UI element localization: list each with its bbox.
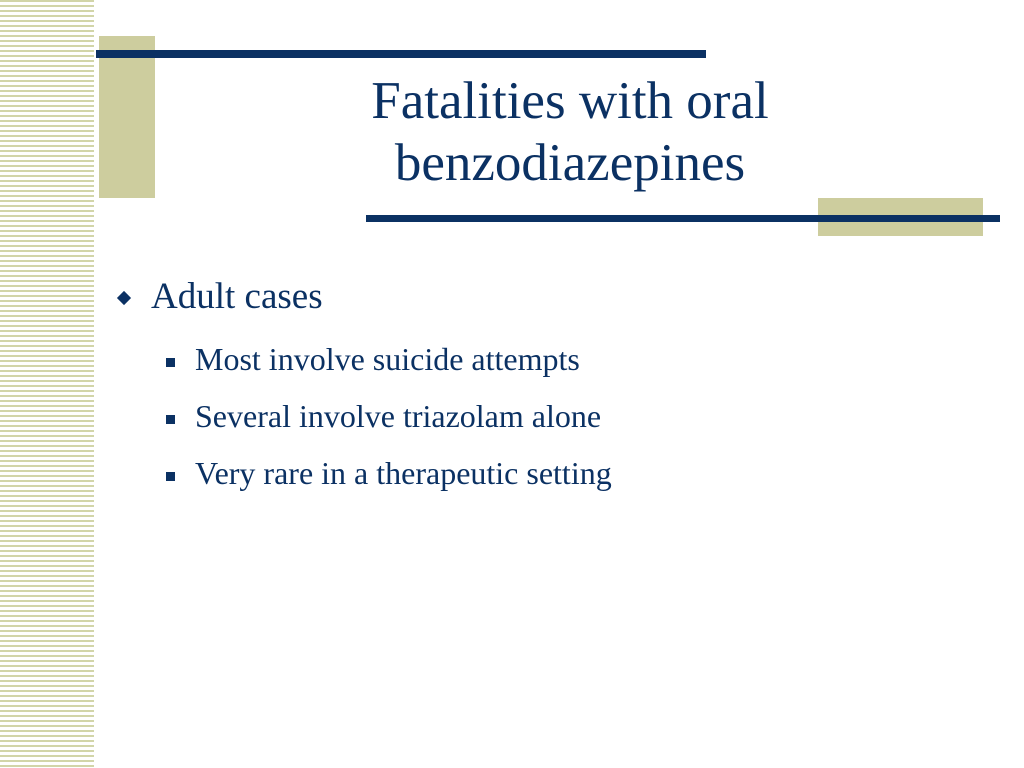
sub-bullet-text: Very rare in a therapeutic setting (195, 455, 612, 491)
bullet-text: Adult cases (151, 276, 323, 317)
slide-title-line-2: benzodiazepines (394, 134, 746, 192)
diamond-bullet-icon (117, 291, 131, 305)
square-bullet-icon (166, 472, 175, 481)
slide-title-line-1: Fatalities with oral (371, 72, 769, 130)
square-bullet-icon (166, 358, 175, 367)
square-bullet-icon (166, 415, 175, 424)
sub-bullet-text: Most involve suicide attempts (195, 341, 580, 377)
sub-bullet-text: Several involve triazolam alone (195, 398, 602, 434)
